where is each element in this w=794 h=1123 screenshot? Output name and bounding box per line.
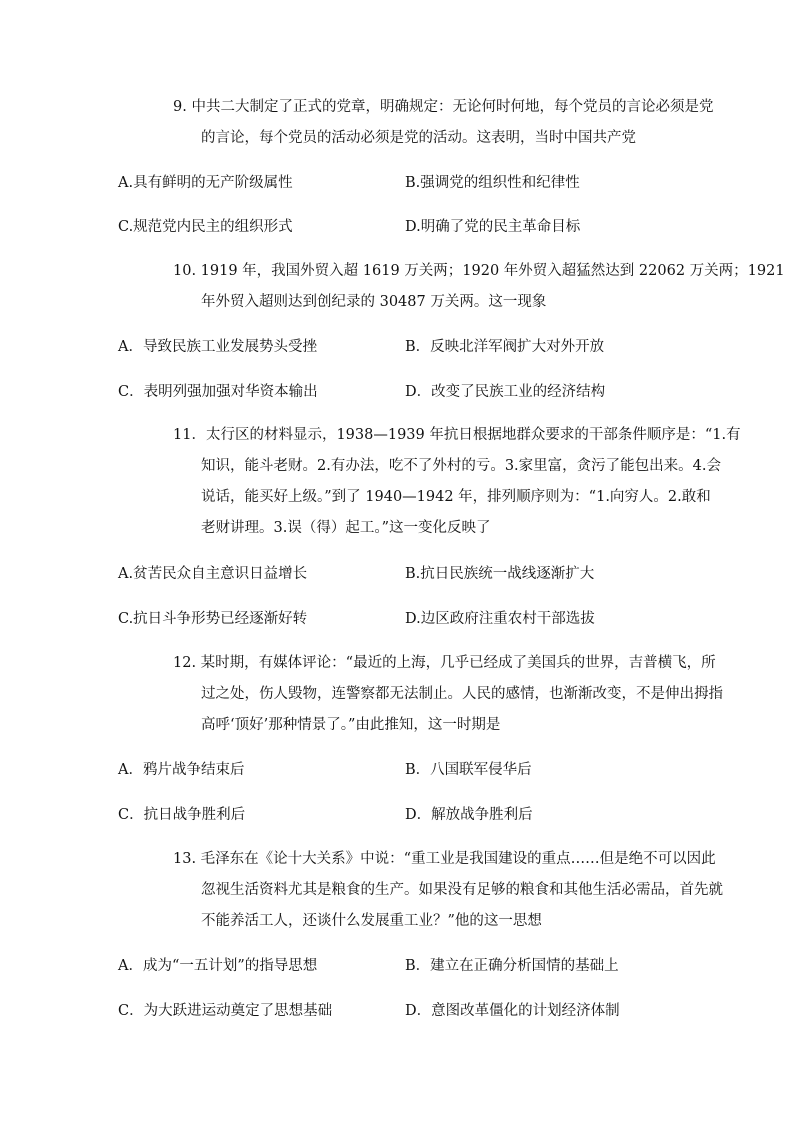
- question-10-options-row-1: [118, 336, 738, 358]
- question-9-stem: [173, 97, 713, 148]
- option-b[interactable]: B.抗日民族统一战线逐渐扩大: [405, 566, 595, 582]
- option-d[interactable]: D．解放战争胜利后: [405, 807, 533, 823]
- option-d[interactable]: D．改变了民族工业的经济结构: [405, 384, 606, 400]
- question-10-options-row-2: [118, 381, 738, 403]
- stem-line: 老财讲理。3.误（得）起工。”这一变化反映了: [201, 520, 491, 536]
- question-12-options-row-1: [118, 759, 738, 781]
- option-b[interactable]: B.强调党的组织性和纪律性: [405, 175, 580, 191]
- question-11-options-row-2: [118, 608, 738, 630]
- option-a[interactable]: A.贫苦民众自主意识日益增长: [118, 566, 308, 582]
- option-c[interactable]: C．表明列强加强对华资本输出: [118, 384, 318, 400]
- option-c[interactable]: C．抗日战争胜利后: [118, 807, 246, 823]
- option-c[interactable]: C.规范党内民主的组织形式: [118, 219, 293, 235]
- stem-line: 过之处，伤人毁物，连警察都无法制止。人民的感情，也渐渐改变，不是伸出拇指: [201, 686, 723, 702]
- stem-line: 忽视生活资料尤其是粮食的生产。如果没有足够的粮食和其他生活必需品，首先就: [201, 882, 723, 898]
- option-c[interactable]: C.抗日斗争形势已经逐渐好转: [118, 611, 308, 627]
- question-13-options-row-1: [118, 955, 738, 977]
- question-9-options-row-1: [118, 172, 738, 194]
- question-12-stem: [173, 653, 723, 735]
- stem-line: 的言论，每个党员的活动必须是党的活动。这表明，当时中国共产党: [201, 130, 636, 146]
- stem-line: 12. 某时期，有媒体评论：“最近的上海，几乎已经成了美国兵的世界，吉普横飞，所: [173, 655, 716, 671]
- option-c[interactable]: C．为大跃进运动奠定了思想基础: [118, 1003, 333, 1019]
- question-9-options-row-2: [118, 216, 738, 238]
- question-11-stem: [173, 425, 741, 538]
- stem-line: 9. 中共二大制定了正式的党章，明确规定：无论何时何地，每个党员的言论必须是党: [173, 99, 714, 115]
- question-10-stem: [173, 261, 785, 312]
- option-a[interactable]: A．成为“一五计划”的指导思想: [118, 958, 318, 974]
- option-d[interactable]: D.边区政府注重农村干部选拔: [405, 611, 595, 627]
- stem-line: 11．太行区的材料显示，1938—1939 年抗日根据地群众要求的干部条件顺序是：“1.有: [173, 427, 741, 443]
- option-b[interactable]: B．八国联军侵华后: [405, 762, 532, 778]
- option-d[interactable]: D．意图改革僵化的计划经济体制: [405, 1003, 620, 1019]
- option-d[interactable]: D.明确了党的民主革命目标: [405, 219, 581, 235]
- question-11-options-row-1: [118, 563, 738, 585]
- stem-line: 13. 毛泽东在《论十大关系》中说：“重工业是我国建设的重点……但是绝不可以因此: [173, 851, 716, 867]
- option-a[interactable]: A．鸦片战争结束后: [118, 762, 245, 778]
- question-12-options-row-2: [118, 804, 738, 826]
- stem-line: 不能养活工人，还谈什么发展重工业？”他的这一思想: [201, 913, 542, 929]
- stem-line: 年外贸入超则达到创纪录的 30487 万关两。这一现象: [201, 294, 547, 310]
- stem-line: 知识，能斗老财。2.有办法，吃不了外村的亏。3.家里富，贪污了能包出来。4.会: [201, 458, 722, 474]
- option-b[interactable]: B．建立在正确分析国情的基础上: [405, 958, 619, 974]
- option-b[interactable]: B．反映北洋军阀扩大对外开放: [405, 339, 605, 355]
- option-a[interactable]: A.具有鲜明的无产阶级属性: [118, 175, 293, 191]
- stem-line: 说话，能买好上级。”到了 1940—1942 年，排列顺序则为：“1.向穷人。2.敢和: [201, 489, 711, 505]
- option-a[interactable]: A．导致民族工业发展势头受挫: [118, 339, 317, 355]
- question-13-stem: [173, 849, 723, 931]
- stem-line: 高呼‘顶好’那种情景了。”由此推知，这一时期是: [201, 717, 501, 733]
- stem-line: 10. 1919 年，我国外贸入超 1619 万关两；1920 年外贸入超猛然达到 22062 万关两；1921: [173, 263, 785, 279]
- question-13-options-row-2: [118, 1000, 738, 1022]
